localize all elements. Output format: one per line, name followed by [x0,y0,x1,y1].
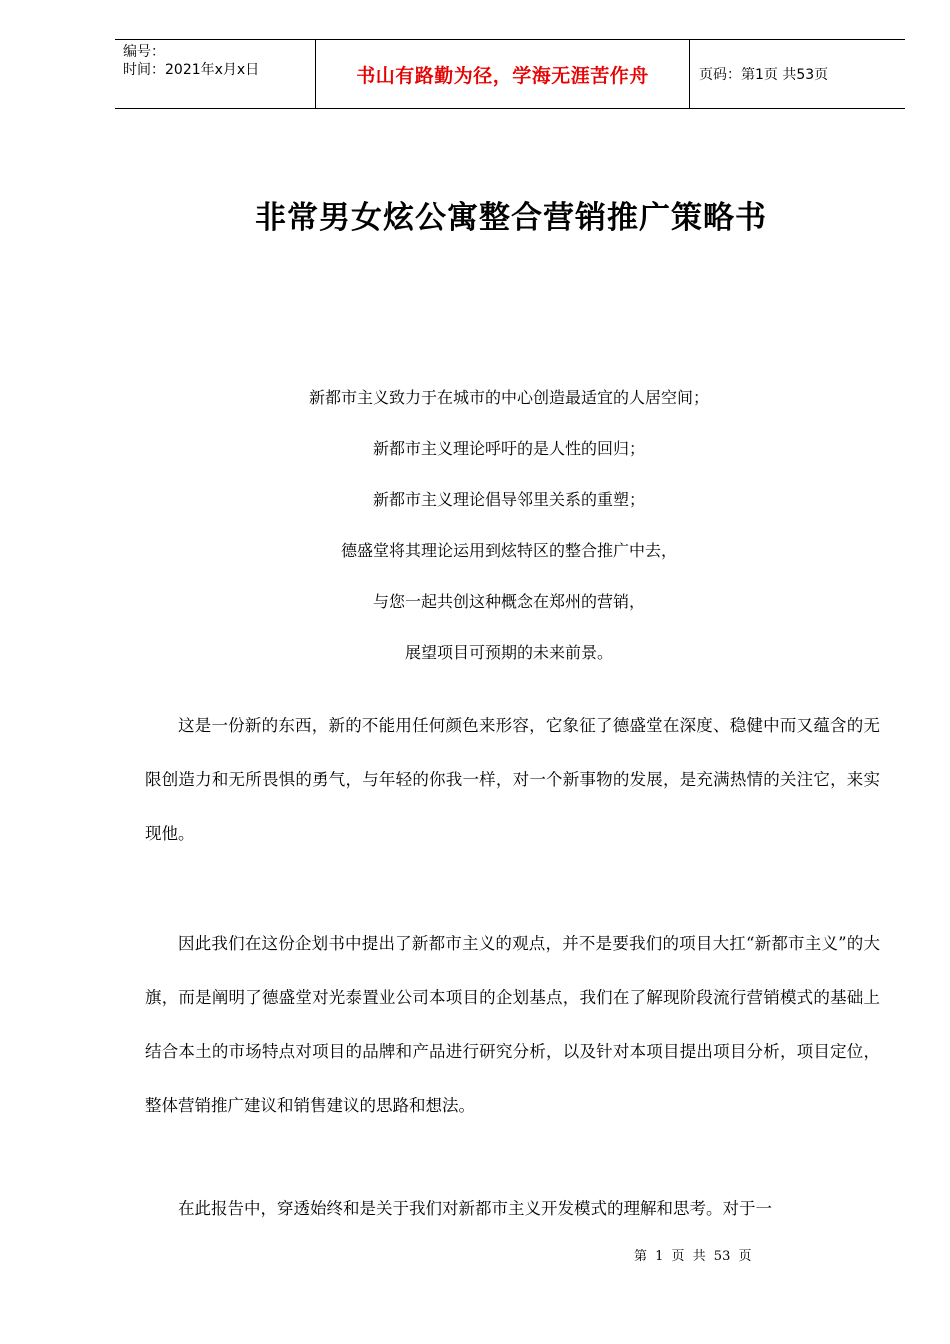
page-footer: 第 1 页 共 53 页 [634,1249,752,1264]
document-title: 非常男女炫公寓整合营销推广策略书 [255,200,767,236]
header-motto: 书山有路勤为径，学海无涯苦作舟 [356,64,649,87]
poem-line: 与您一起共创这种概念在郑州的营销， [372,592,645,611]
body-paragraph: 这是一份新的东西，新的不能用任何颜色来形容，它象征了德盛堂在深度、稳健中而又蕴含的无限创造力和无所畏惧的勇气，与年轻的你我一样，对一个新事物的发展，是充满热情的关注它，来实现他。 [145,715,880,843]
doc-number-label: 编号： [123,44,165,60]
header-page-code: 页码：第1页 共53页 [699,67,829,83]
header-meta-cell [115,40,316,108]
poem-line: 新都市主义理论呼吁的是人性的回归； [372,439,645,458]
body-paragraph: 因此我们在这份企划书中提出了新都市主义的观点，并不是要我们的项目大扛“新都市主义”的大旗，而是阐明了德盛堂对光泰置业公司本项目的企划基点，我们在了解现阶段流行营销模式的基础上结合本土的市场特点对项目的品牌和产品进行研究分析，以及针对本项目提出项目分析，项目定位，整体营销推广建议和销售建议的思路和想法。 [145,933,880,1115]
poem-line: 展望项目可预期的未来前景。 [404,643,613,662]
header-page-cell [690,40,905,108]
header-motto-cell [316,40,690,108]
page-header [115,39,905,109]
body-paragraph: 在此报告中，穿透始终和是关于我们对新都市主义开发模式的理解和思考。对于一 [178,1198,772,1218]
poem-block [0,386,950,692]
poem-line: 新都市主义理论倡导邻里关系的重塑； [372,490,645,509]
poem-line: 德盛堂将其理论运用到炫特区的整合推广中去， [340,541,677,560]
doc-time-label: 时间：2021年x月x日 [123,62,260,78]
poem-line: 新都市主义致力于在城市的中心创造最适宜的人居空间； [308,388,709,407]
